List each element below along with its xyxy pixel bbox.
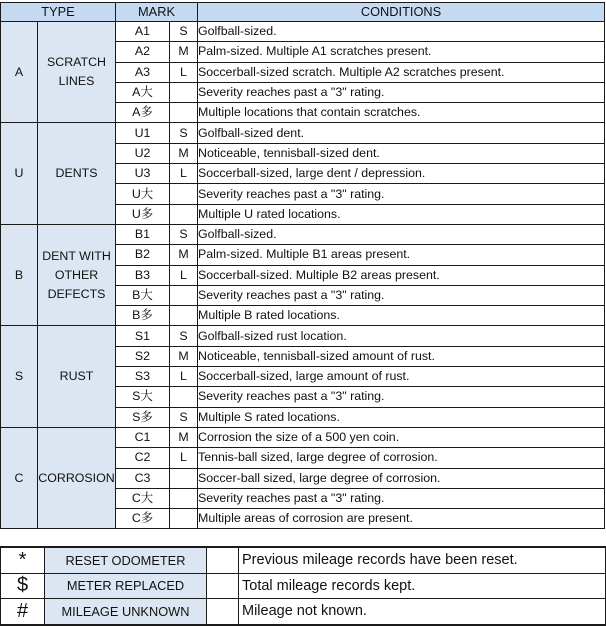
table-row [1,224,605,244]
size-cell [170,488,198,508]
size-cell [170,184,198,204]
mark-cell: B1 [116,224,170,244]
condition-cell: Severity reaches past a "3" rating. [198,285,605,305]
condition-cell: Golfball-sized. [198,224,605,244]
table-header-row [1,3,605,22]
legend-spacer [207,573,239,599]
mark-cell: U1 [116,123,170,143]
mark-cell: B3 [116,265,170,285]
type-name-s: RUST [38,326,116,427]
size-cell: S [170,224,198,244]
mark-cell: S1 [116,326,170,346]
mark-cell: S3 [116,367,170,387]
condition-cell: Soccer-ball sized, large degree of corrosion. [198,468,605,488]
legend-row [1,599,606,625]
mark-cell: U2 [116,143,170,163]
condition-cell: Tennis-ball sized, large degree of corrosion. [198,448,605,468]
mark-cell: S多 [116,407,170,427]
size-cell [170,509,198,529]
mark-cell: C大 [116,488,170,508]
type-letter-b: B [1,224,38,325]
mileage-legend-table [0,546,606,626]
mark-cell: S2 [116,346,170,366]
condition-cell: Multiple areas of corrosion are present. [198,509,605,529]
condition-cell: Corrosion the size of a 500 yen coin. [198,427,605,447]
condition-cell: Golfball-sized rust location. [198,326,605,346]
condition-cell: Palm-sized. Multiple A1 scratches present. [198,42,605,62]
size-cell: L [170,367,198,387]
mark-cell: A多 [116,103,170,123]
size-cell [170,204,198,224]
type-letter-u: U [1,123,38,224]
condition-cell: Soccerball-sized, large dent / depression. [198,164,605,184]
type-name-u: DENTS [38,123,116,224]
mark-cell: A大 [116,82,170,102]
type-header: TYPE [1,3,116,22]
condition-cell: Golfball-sized. [198,22,605,42]
mark-cell: C多 [116,509,170,529]
condition-cell: Palm-sized. Multiple B1 areas present. [198,245,605,265]
size-cell: M [170,245,198,265]
condition-cell: Multiple B rated locations. [198,306,605,326]
condition-cell: Golfball-sized dent. [198,123,605,143]
condition-cell: Soccerball-sized scratch. Multiple A2 scratches present. [198,62,605,82]
mark-cell: B多 [116,306,170,326]
conditions-header: CONDITIONS [198,3,605,22]
legend-description: Mileage not known. [239,599,606,625]
size-cell: S [170,407,198,427]
size-cell: S [170,123,198,143]
condition-cell: Noticeable, tennisball-sized dent. [198,143,605,163]
mark-cell: A1 [116,22,170,42]
type-name-c: CORROSION [38,427,116,528]
table-row [1,22,605,42]
size-cell: M [170,346,198,366]
mark-cell: A2 [116,42,170,62]
mark-header: MARK [116,3,198,22]
table-row [1,123,605,143]
size-cell: S [170,326,198,346]
condition-cell: Multiple U rated locations. [198,204,605,224]
condition-cell: Severity reaches past a "3" rating. [198,82,605,102]
legend-row [1,547,606,573]
condition-cell: Severity reaches past a "3" rating. [198,184,605,204]
mark-cell: C1 [116,427,170,447]
mark-cell: A3 [116,62,170,82]
size-cell: M [170,427,198,447]
mark-cell: U多 [116,204,170,224]
legend-label: MILEAGE UNKNOWN [45,599,207,625]
mark-cell: C3 [116,468,170,488]
legend-description: Previous mileage records have been reset. [239,547,606,573]
damage-grade-table [0,2,605,529]
table-row [1,326,605,346]
mark-cell: U3 [116,164,170,184]
hash-symbol: # [1,599,45,625]
legend-row [1,573,606,599]
size-cell [170,103,198,123]
size-cell [170,82,198,102]
size-cell: L [170,448,198,468]
mark-cell: S大 [116,387,170,407]
mark-cell: U大 [116,184,170,204]
table-row [1,427,605,447]
asterisk-symbol: * [1,547,45,573]
size-cell [170,285,198,305]
legend-label: METER REPLACED [45,573,207,599]
size-cell: L [170,62,198,82]
size-cell: M [170,143,198,163]
legend-description: Total mileage records kept. [239,573,606,599]
type-name-a: SCRATCH LINES [38,22,116,123]
mark-cell: B大 [116,285,170,305]
size-cell: L [170,265,198,285]
size-cell: S [170,22,198,42]
size-cell: M [170,42,198,62]
legend-spacer [207,599,239,625]
condition-cell: Severity reaches past a "3" rating. [198,387,605,407]
mark-cell: C2 [116,448,170,468]
type-letter-c: C [1,427,38,528]
type-letter-s: S [1,326,38,427]
dollar-symbol: $ [1,573,45,599]
condition-cell: Severity reaches past a "3" rating. [198,488,605,508]
condition-cell: Multiple locations that contain scratches. [198,103,605,123]
condition-cell: Soccerball-sized, large amount of rust. [198,367,605,387]
size-cell [170,387,198,407]
legend-label: RESET ODOMETER [45,547,207,573]
size-cell [170,306,198,326]
size-cell [170,468,198,488]
condition-cell: Soccerball-sized. Multiple B2 areas present. [198,265,605,285]
size-cell: L [170,164,198,184]
type-letter-a: A [1,22,38,123]
legend-spacer [207,547,239,573]
mark-cell: B2 [116,245,170,265]
condition-cell: Multiple S rated locations. [198,407,605,427]
type-name-b: DENT WITH OTHER DEFECTS [38,224,116,325]
condition-cell: Noticeable, tennisball-sized amount of rust. [198,346,605,366]
